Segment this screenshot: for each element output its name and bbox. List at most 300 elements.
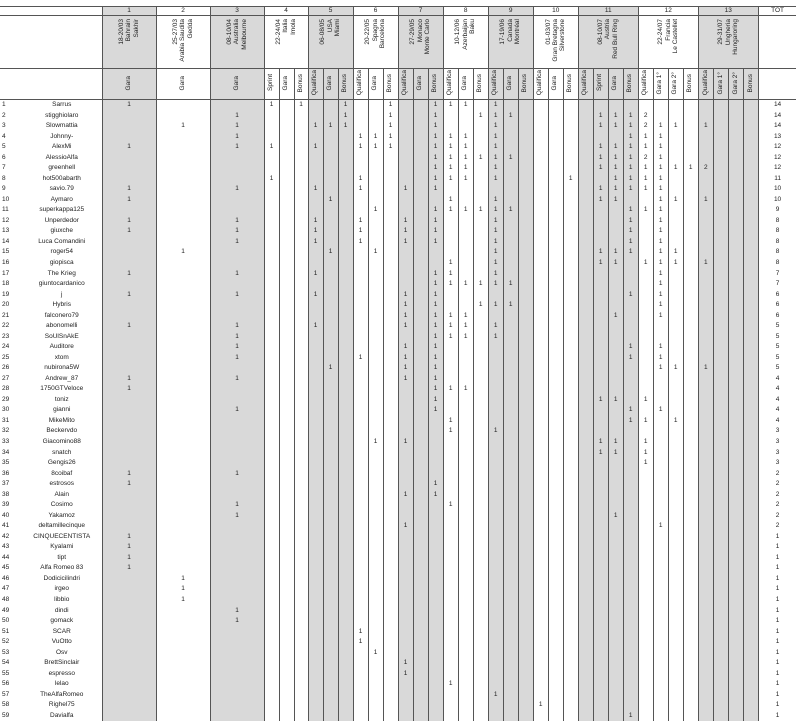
score-cell xyxy=(563,416,578,427)
score-cell: 1 xyxy=(653,300,668,311)
score-cell xyxy=(653,637,668,648)
score-cell xyxy=(458,595,473,606)
session-text: Bonus xyxy=(566,73,574,92)
score-cell xyxy=(713,247,728,258)
player-name: Alfa Romeo 83 xyxy=(40,564,84,572)
score-cell xyxy=(338,416,353,427)
score-cell xyxy=(338,321,353,332)
score-cell xyxy=(264,269,279,280)
score-cell xyxy=(353,100,368,111)
score-cell xyxy=(338,374,353,385)
score-cell xyxy=(383,300,398,311)
score-cell xyxy=(638,290,653,301)
score-cell xyxy=(623,332,638,343)
score-cell xyxy=(548,669,563,680)
score-cell: 1 xyxy=(398,490,413,501)
score-cell: 1 xyxy=(210,321,264,332)
score-cell xyxy=(443,479,458,490)
score-cell xyxy=(578,574,593,585)
score-cell xyxy=(413,711,428,721)
score-cell xyxy=(518,395,533,406)
score-cell xyxy=(279,627,294,638)
score-cell xyxy=(294,469,308,480)
score-cell xyxy=(323,563,338,574)
score-cell xyxy=(458,416,473,427)
score-cell xyxy=(443,363,458,374)
score-cell xyxy=(653,532,668,543)
score-cell xyxy=(353,395,368,406)
round-info xyxy=(264,16,308,69)
score-cell xyxy=(503,342,518,353)
session-text: Qualifica xyxy=(581,70,589,96)
score-cell xyxy=(473,342,488,353)
score-cell xyxy=(210,384,264,395)
score-cell: 1 xyxy=(593,448,608,459)
score-cell xyxy=(548,142,563,153)
player-name: Unperdedor xyxy=(44,216,79,224)
score-cell: 1 xyxy=(668,121,683,132)
session-text: Gara xyxy=(326,75,334,90)
score-cell xyxy=(683,405,698,416)
session-text: Gara xyxy=(461,75,469,90)
score-cell xyxy=(102,121,156,132)
score-cell xyxy=(653,100,668,111)
score-cell xyxy=(548,700,563,711)
score-cell xyxy=(728,247,743,258)
score-cell xyxy=(593,606,608,617)
score-cell xyxy=(668,184,683,195)
score-cell: 1 xyxy=(488,216,503,227)
score-cell xyxy=(264,648,279,659)
score-cell xyxy=(308,311,323,322)
score-cell xyxy=(294,205,308,216)
score-cell xyxy=(653,563,668,574)
score-cell xyxy=(593,342,608,353)
score-cell xyxy=(728,205,743,216)
score-cell xyxy=(102,363,156,374)
score-cell xyxy=(323,479,338,490)
score-cell xyxy=(713,153,728,164)
player-total: 5 xyxy=(758,363,796,374)
score-cell xyxy=(102,405,156,416)
score-cell xyxy=(713,679,728,690)
score-cell xyxy=(156,426,210,437)
player-total: 6 xyxy=(758,290,796,301)
score-cell xyxy=(323,500,338,511)
score-cell: 1 xyxy=(323,363,338,374)
score-cell xyxy=(578,216,593,227)
score-cell xyxy=(279,448,294,459)
score-cell: 1 xyxy=(623,342,638,353)
score-cell: 1 xyxy=(210,511,264,522)
score-cell xyxy=(578,416,593,427)
score-cell xyxy=(279,384,294,395)
score-cell xyxy=(698,500,713,511)
score-cell xyxy=(294,511,308,522)
score-cell xyxy=(473,363,488,374)
score-cell xyxy=(713,648,728,659)
score-cell xyxy=(713,448,728,459)
session-text: Bonus xyxy=(476,73,484,92)
score-cell xyxy=(323,237,338,248)
score-cell xyxy=(698,311,713,322)
score-cell: 1 xyxy=(623,184,638,195)
score-cell xyxy=(383,532,398,543)
player-rank: 35 xyxy=(2,459,10,467)
score-cell xyxy=(413,237,428,248)
score-cell xyxy=(713,500,728,511)
score-cell xyxy=(323,679,338,690)
score-cell xyxy=(563,500,578,511)
score-cell xyxy=(638,226,653,237)
score-cell xyxy=(279,321,294,332)
table-row xyxy=(0,542,796,553)
score-cell xyxy=(473,532,488,543)
player-rank: 32 xyxy=(2,427,10,435)
score-cell xyxy=(279,205,294,216)
score-cell xyxy=(308,395,323,406)
score-cell xyxy=(668,142,683,153)
score-cell xyxy=(608,321,623,332)
score-cell xyxy=(533,553,548,564)
score-cell xyxy=(383,711,398,721)
score-cell xyxy=(698,532,713,543)
score-cell xyxy=(413,563,428,574)
score-cell xyxy=(473,405,488,416)
score-cell xyxy=(518,563,533,574)
score-cell xyxy=(518,669,533,680)
player-total: 5 xyxy=(758,342,796,353)
score-cell xyxy=(488,627,503,638)
score-cell: 1 xyxy=(473,279,488,290)
score-cell xyxy=(638,669,653,680)
session-label xyxy=(503,69,518,100)
player-rank: 52 xyxy=(2,638,10,646)
player-name: VuOtto xyxy=(51,638,72,646)
score-cell xyxy=(458,669,473,680)
round-date: 27-29/05 xyxy=(409,19,417,45)
score-cell xyxy=(578,353,593,364)
score-cell xyxy=(503,511,518,522)
score-cell xyxy=(473,448,488,459)
table-row xyxy=(0,490,796,501)
round-date: 10-12/06 xyxy=(454,19,462,45)
score-cell xyxy=(743,479,758,490)
score-cell: 1 xyxy=(368,142,383,153)
score-cell xyxy=(473,237,488,248)
score-cell xyxy=(428,521,443,532)
score-cell: 1 xyxy=(353,237,368,248)
score-cell xyxy=(353,384,368,395)
score-cell xyxy=(458,121,473,132)
score-cell xyxy=(458,532,473,543)
score-cell xyxy=(458,553,473,564)
player-rank: 23 xyxy=(2,332,10,340)
score-cell xyxy=(294,174,308,185)
score-cell xyxy=(473,437,488,448)
score-cell: 1 xyxy=(102,553,156,564)
score-cell xyxy=(264,163,279,174)
score-cell xyxy=(323,332,338,343)
score-cell xyxy=(518,521,533,532)
score-cell xyxy=(428,448,443,459)
score-cell: 1 xyxy=(338,111,353,122)
score-cell: 1 xyxy=(488,163,503,174)
score-cell xyxy=(279,353,294,364)
score-cell xyxy=(593,679,608,690)
score-cell xyxy=(413,574,428,585)
score-cell: 1 xyxy=(428,100,443,111)
round-date: 01-03/07 xyxy=(544,19,552,45)
score-cell xyxy=(623,574,638,585)
session-label xyxy=(156,69,210,100)
score-cell xyxy=(473,479,488,490)
score-cell xyxy=(264,711,279,721)
score-cell xyxy=(593,469,608,480)
score-cell xyxy=(593,500,608,511)
score-cell xyxy=(713,374,728,385)
score-cell xyxy=(413,448,428,459)
score-cell xyxy=(413,142,428,153)
score-cell: 1 xyxy=(428,226,443,237)
score-cell xyxy=(294,542,308,553)
score-cell xyxy=(623,553,638,564)
score-cell: 1 xyxy=(623,416,638,427)
score-cell xyxy=(518,205,533,216)
score-cell xyxy=(308,405,323,416)
score-cell xyxy=(458,490,473,501)
score-cell xyxy=(210,553,264,564)
score-cell xyxy=(698,269,713,280)
score-cell xyxy=(398,195,413,206)
score-cell xyxy=(653,321,668,332)
score-cell xyxy=(683,595,698,606)
score-cell xyxy=(518,437,533,448)
score-cell: 1 xyxy=(210,226,264,237)
round-circuit: Hungaroring xyxy=(732,19,740,55)
score-cell xyxy=(398,542,413,553)
score-cell: 1 xyxy=(488,226,503,237)
score-cell xyxy=(713,490,728,501)
score-cell xyxy=(279,216,294,227)
score-cell xyxy=(383,584,398,595)
score-cell xyxy=(518,595,533,606)
score-cell xyxy=(413,121,428,132)
score-cell xyxy=(683,269,698,280)
score-cell xyxy=(443,395,458,406)
score-cell xyxy=(743,669,758,680)
player-total: 2 xyxy=(758,469,796,480)
score-cell xyxy=(102,279,156,290)
score-cell xyxy=(488,353,503,364)
score-cell xyxy=(428,563,443,574)
player-total: 2 xyxy=(758,521,796,532)
score-cell xyxy=(413,290,428,301)
score-cell xyxy=(308,700,323,711)
score-cell xyxy=(608,521,623,532)
score-cell: 1 xyxy=(488,195,503,206)
score-cell xyxy=(728,153,743,164)
score-cell xyxy=(533,479,548,490)
score-cell xyxy=(593,321,608,332)
table-row xyxy=(0,648,796,659)
score-cell xyxy=(383,616,398,627)
score-cell xyxy=(668,637,683,648)
score-cell xyxy=(503,437,518,448)
score-cell xyxy=(728,226,743,237)
score-cell xyxy=(728,395,743,406)
player-rank: 12 xyxy=(2,216,10,224)
score-cell xyxy=(578,363,593,374)
score-cell xyxy=(623,595,638,606)
score-cell xyxy=(533,690,548,701)
score-cell xyxy=(563,469,578,480)
score-cell xyxy=(713,226,728,237)
score-cell xyxy=(383,395,398,406)
player-total: 8 xyxy=(758,226,796,237)
player-rank: 37 xyxy=(2,480,10,488)
score-cell xyxy=(279,290,294,301)
score-cell xyxy=(156,563,210,574)
score-cell xyxy=(533,132,548,143)
player-name: superkappa125 xyxy=(39,206,85,214)
score-cell xyxy=(398,511,413,522)
score-cell: 1 xyxy=(210,374,264,385)
score-cell xyxy=(743,584,758,595)
score-cell xyxy=(458,500,473,511)
round-country: Italia xyxy=(282,19,290,33)
score-cell xyxy=(413,174,428,185)
score-cell xyxy=(488,532,503,543)
score-cell xyxy=(578,648,593,659)
score-cell xyxy=(323,184,338,195)
player-total: 9 xyxy=(758,205,796,216)
score-cell: 1 xyxy=(638,184,653,195)
score-cell xyxy=(728,448,743,459)
score-cell: 1 xyxy=(428,184,443,195)
score-cell xyxy=(338,184,353,195)
score-cell xyxy=(698,426,713,437)
score-cell xyxy=(533,153,548,164)
round-circuit: Sakhir xyxy=(132,19,140,38)
score-cell xyxy=(323,606,338,617)
score-cell xyxy=(368,426,383,437)
score-cell xyxy=(368,300,383,311)
score-cell xyxy=(743,679,758,690)
score-cell xyxy=(518,363,533,374)
score-cell xyxy=(353,606,368,617)
score-cell xyxy=(638,469,653,480)
score-cell: 1 xyxy=(338,100,353,111)
score-cell xyxy=(443,184,458,195)
score-cell xyxy=(518,648,533,659)
player-rank: 31 xyxy=(2,416,10,424)
score-cell: 1 xyxy=(102,532,156,543)
score-cell: 1 xyxy=(308,290,323,301)
score-cell xyxy=(533,679,548,690)
score-cell xyxy=(102,342,156,353)
score-cell xyxy=(638,332,653,343)
score-cell xyxy=(338,479,353,490)
score-cell xyxy=(533,279,548,290)
score-cell xyxy=(623,690,638,701)
score-cell xyxy=(294,532,308,543)
score-cell xyxy=(294,690,308,701)
score-cell xyxy=(156,311,210,322)
table-row xyxy=(0,700,796,711)
player-rank: 29 xyxy=(2,395,10,403)
score-cell xyxy=(156,111,210,122)
score-cell xyxy=(368,627,383,638)
session-text: Gara 2° xyxy=(671,71,679,94)
score-cell xyxy=(488,679,503,690)
score-cell xyxy=(608,679,623,690)
score-cell: 1 xyxy=(398,342,413,353)
score-cell xyxy=(294,195,308,206)
player-name: CINQUECENTISTA xyxy=(33,532,91,540)
score-cell xyxy=(683,679,698,690)
score-cell xyxy=(578,142,593,153)
score-cell xyxy=(593,563,608,574)
score-cell xyxy=(518,290,533,301)
score-cell xyxy=(473,195,488,206)
score-cell xyxy=(563,384,578,395)
score-cell xyxy=(488,363,503,374)
score-cell xyxy=(578,426,593,437)
score-cell xyxy=(518,374,533,385)
score-cell xyxy=(413,342,428,353)
score-cell xyxy=(473,679,488,690)
player-rank: 26 xyxy=(2,364,10,372)
score-cell xyxy=(264,458,279,469)
score-cell xyxy=(398,142,413,153)
score-cell xyxy=(368,553,383,564)
score-cell xyxy=(428,658,443,669)
score-cell xyxy=(683,426,698,437)
score-cell xyxy=(668,532,683,543)
score-cell: 1 xyxy=(443,163,458,174)
score-cell xyxy=(210,658,264,669)
round-date: 22-24/04 xyxy=(274,19,282,45)
score-cell xyxy=(353,595,368,606)
score-cell xyxy=(264,700,279,711)
score-cell xyxy=(503,363,518,374)
score-cell xyxy=(503,595,518,606)
score-cell xyxy=(713,216,728,227)
score-cell: 1 xyxy=(294,100,308,111)
score-cell xyxy=(473,616,488,627)
score-cell xyxy=(294,648,308,659)
score-cell: 1 xyxy=(368,437,383,448)
score-cell xyxy=(443,553,458,564)
score-cell xyxy=(593,237,608,248)
score-cell xyxy=(323,405,338,416)
score-cell xyxy=(102,606,156,617)
player-name: xtom xyxy=(54,353,69,361)
score-cell xyxy=(279,574,294,585)
score-cell xyxy=(503,479,518,490)
score-cell xyxy=(548,153,563,164)
player-rank: 3 xyxy=(2,122,6,130)
score-cell xyxy=(279,553,294,564)
score-cell: 1 xyxy=(593,163,608,174)
player-total: 2 xyxy=(758,490,796,501)
score-cell xyxy=(593,132,608,143)
score-cell: 1 xyxy=(638,258,653,269)
session-label xyxy=(398,69,413,100)
score-cell: 1 xyxy=(368,132,383,143)
score-cell xyxy=(728,637,743,648)
